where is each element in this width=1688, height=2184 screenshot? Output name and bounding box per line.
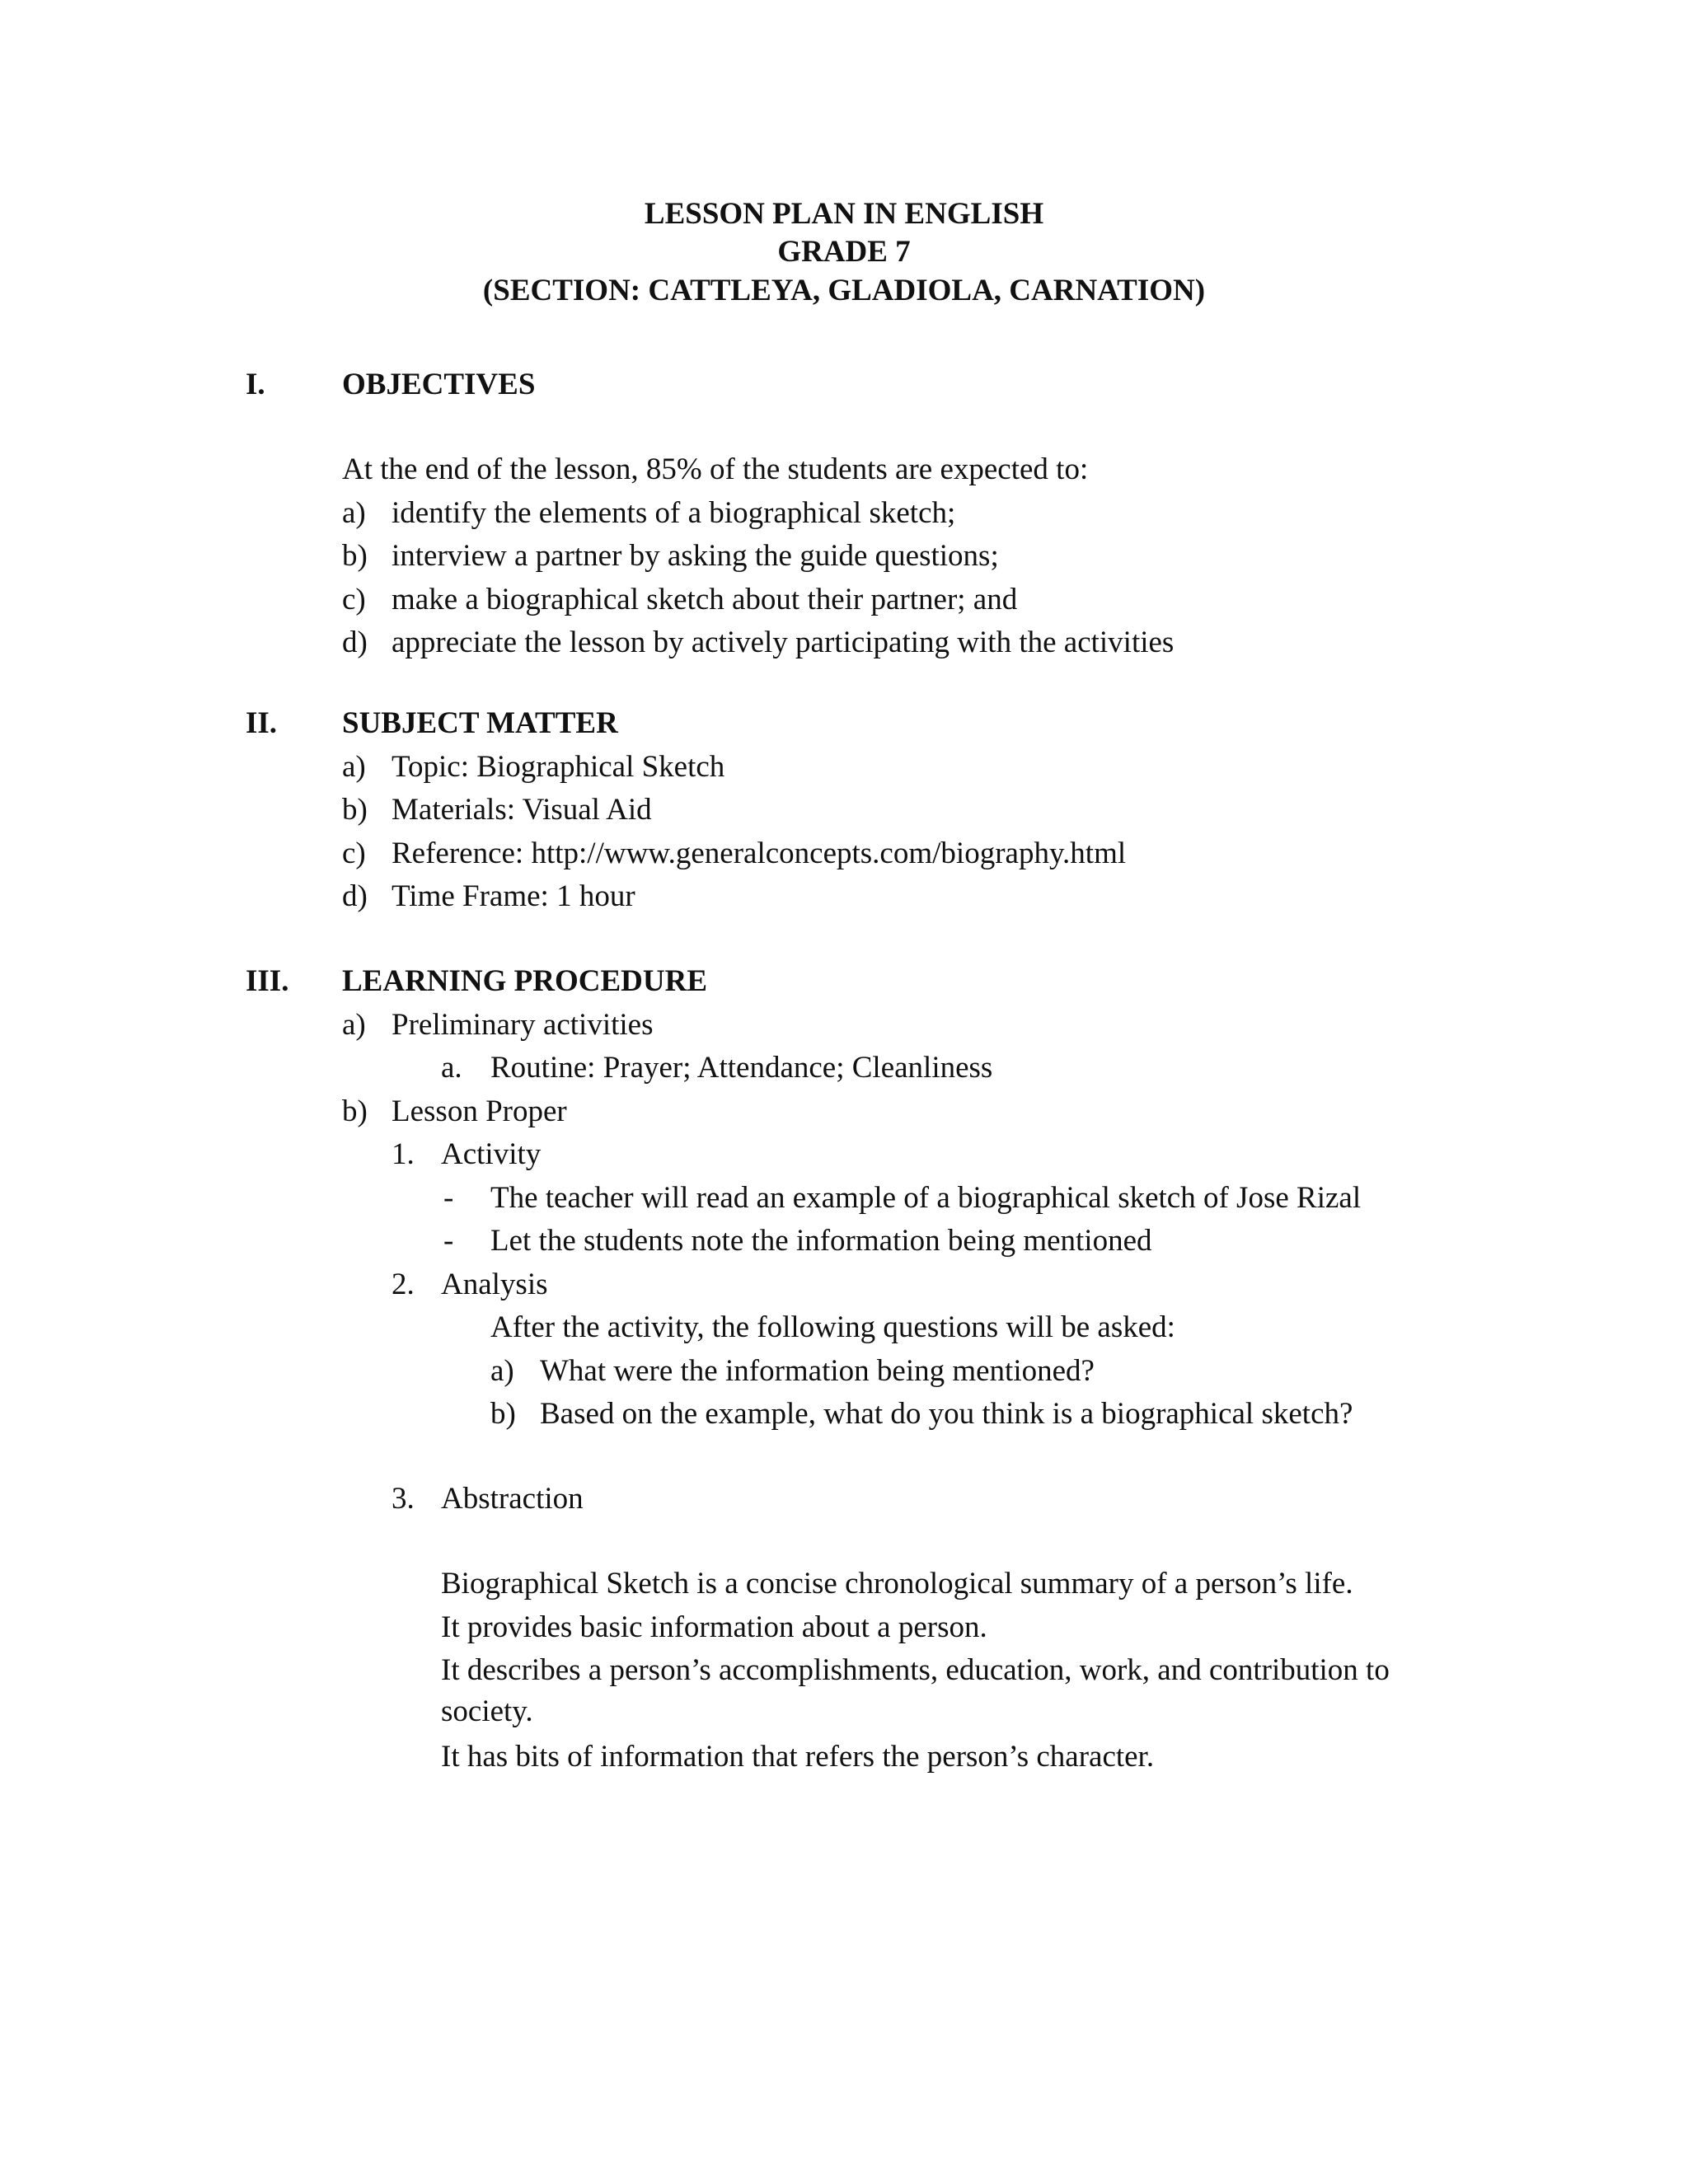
activity-bullet: The teacher will read an example of a biographical sketch of Jose Rizal bbox=[490, 1181, 1362, 1215]
objectives-intro: At the end of the lesson, 85% of the students are expected to: bbox=[342, 452, 1089, 486]
learning-procedure-heading: LEARNING PROCEDURE bbox=[342, 964, 708, 998]
activity-marker: 1. bbox=[392, 1137, 415, 1171]
objective-marker: a) bbox=[342, 496, 366, 530]
analysis-intro: After the activity, the following questions will be asked: bbox=[490, 1310, 1175, 1344]
analysis-label: Analysis bbox=[441, 1268, 548, 1301]
objectives-numeral: I. bbox=[246, 368, 265, 401]
analysis-question: Based on the example, what do you think is a biographical sketch? bbox=[540, 1397, 1353, 1431]
learning-procedure-numeral: III. bbox=[246, 964, 289, 998]
objective-marker: b) bbox=[342, 539, 368, 573]
subject-marker: d) bbox=[342, 879, 368, 913]
abstraction-line: It provides basic information about a person. bbox=[441, 1610, 987, 1644]
abstraction-line: society. bbox=[441, 1694, 533, 1728]
abstraction-line: It has bits of information that refers the person’s character. bbox=[441, 1740, 1155, 1774]
abstraction-line: It describes a person’s accomplishments, education, work, and contribution to bbox=[441, 1653, 1390, 1687]
lesson-proper-label: Lesson Proper bbox=[392, 1094, 567, 1128]
analysis-marker: 2. bbox=[392, 1268, 415, 1301]
activity-bullet: Let the students note the information being mentioned bbox=[490, 1224, 1152, 1258]
routine-marker: a. bbox=[441, 1051, 462, 1085]
subject-matter-heading: SUBJECT MATTER bbox=[342, 706, 618, 740]
objective-marker: c) bbox=[342, 583, 366, 616]
abstraction-line: Biographical Sketch is a concise chronological summary of a person’s life. bbox=[441, 1567, 1353, 1601]
preliminary-label: Preliminary activities bbox=[392, 1008, 654, 1042]
routine-text: Routine: Prayer; Attendance; Cleanliness bbox=[490, 1051, 993, 1085]
abstraction-marker: 3. bbox=[392, 1482, 415, 1516]
objective-marker: d) bbox=[342, 626, 368, 659]
subject-marker: b) bbox=[342, 793, 368, 827]
subject-topic: Topic: Biographical Sketch bbox=[392, 750, 725, 784]
objective-item: make a biographical sketch about their partner; and bbox=[392, 583, 1018, 616]
subject-time-frame: Time Frame: 1 hour bbox=[392, 879, 635, 913]
objective-item: appreciate the lesson by actively participating with the activities bbox=[392, 626, 1175, 659]
objective-item: identify the elements of a biographical sketch; bbox=[392, 496, 956, 530]
analysis-question-marker: a) bbox=[490, 1354, 514, 1388]
lesson-proper-marker: b) bbox=[342, 1094, 368, 1128]
section-label: (SECTION: CATTLEYA, GLADIOLA, CARNATION) bbox=[482, 274, 1206, 307]
subject-marker: a) bbox=[342, 750, 366, 784]
subject-matter-numeral: II. bbox=[246, 706, 278, 740]
abstraction-label: Abstraction bbox=[441, 1482, 584, 1516]
objective-item: interview a partner by asking the guide questions; bbox=[392, 539, 999, 573]
subject-materials: Materials: Visual Aid bbox=[392, 793, 652, 827]
preliminary-marker: a) bbox=[342, 1008, 366, 1042]
activity-bullet-marker: - bbox=[443, 1224, 454, 1258]
document-title: LESSON PLAN IN ENGLISH bbox=[644, 197, 1044, 231]
subject-marker: c) bbox=[342, 837, 366, 870]
grade-label: GRADE 7 bbox=[777, 235, 911, 269]
activity-label: Activity bbox=[441, 1137, 542, 1171]
objectives-heading: OBJECTIVES bbox=[342, 368, 536, 401]
activity-bullet-marker: - bbox=[443, 1181, 454, 1215]
analysis-question: What were the information being mentioned? bbox=[540, 1354, 1095, 1388]
subject-reference: Reference: http://www.generalconcepts.com/biography.html bbox=[392, 837, 1127, 870]
analysis-question-marker: b) bbox=[490, 1397, 516, 1431]
